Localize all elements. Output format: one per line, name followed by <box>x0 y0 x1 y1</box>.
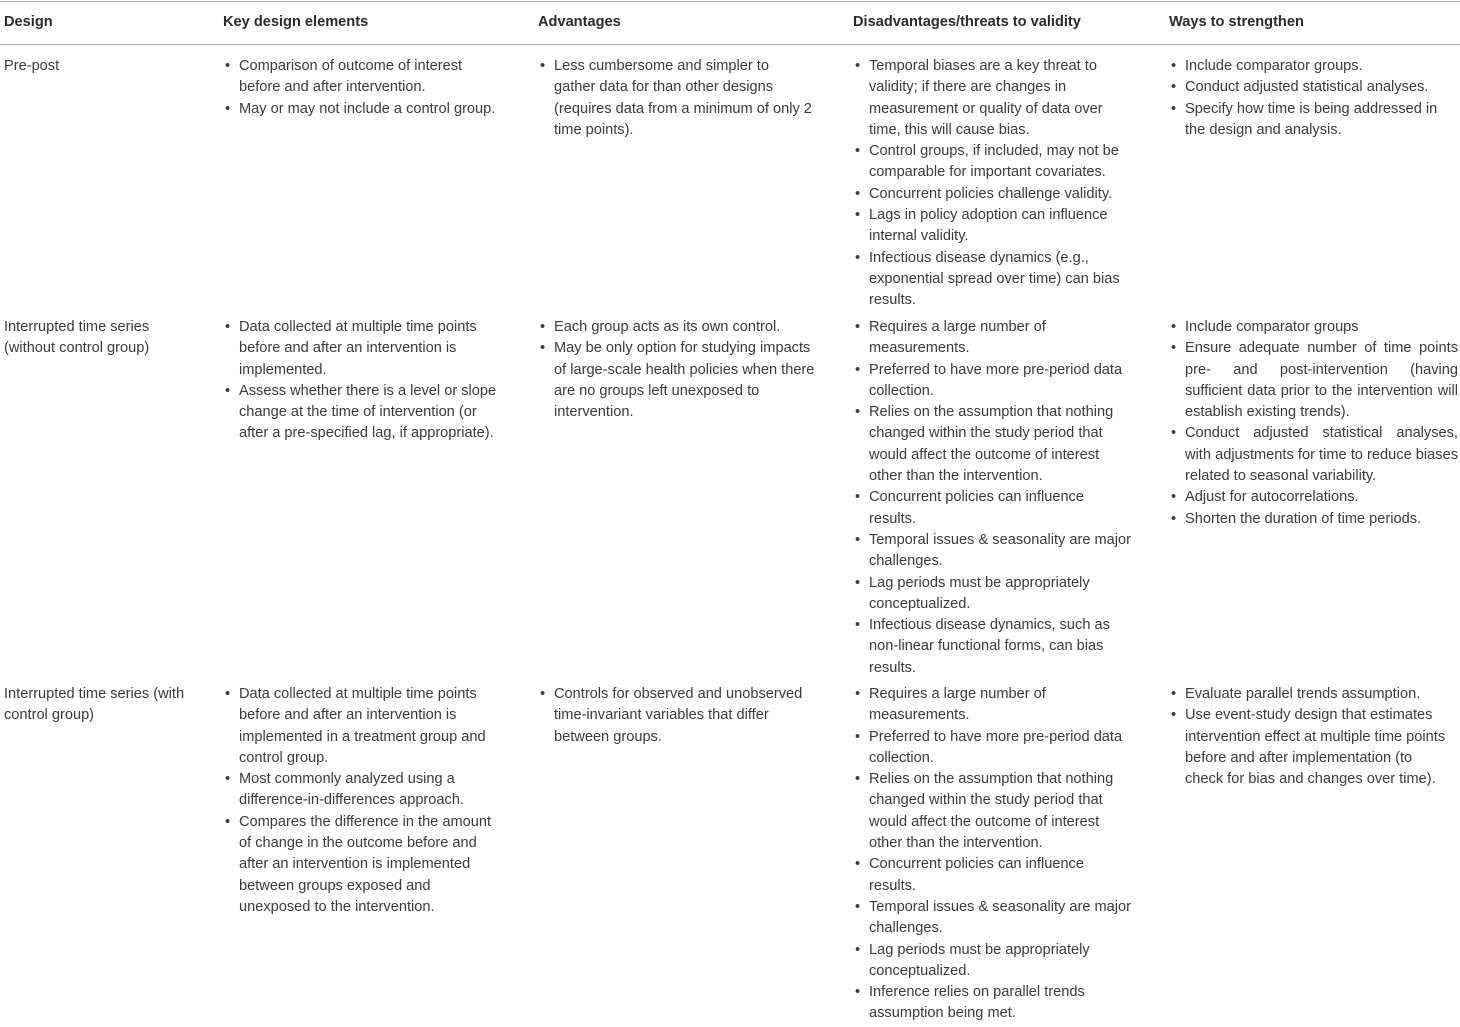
bullet-text: changed within the study period that <box>869 792 1103 809</box>
bullet-text: Temporal issues & seasonality are major <box>869 898 1131 915</box>
strengthen-list <box>1169 56 1458 141</box>
bullet-item <box>538 684 830 748</box>
bullet-text: check for bias and changes over time). <box>1185 771 1436 788</box>
bullet-text: (requires data from a minimum of only 2 <box>554 100 812 117</box>
bullet-text: Shorten the duration of time periods. <box>1185 510 1422 527</box>
advantages-list <box>538 56 830 141</box>
bullet-text: time, this will cause bias. <box>869 121 1030 138</box>
bullet-text: conceptualized. <box>869 962 971 979</box>
design-label-line: Interrupted time series (with <box>4 686 185 702</box>
bullet-text: Control groups, if included, may not be <box>869 143 1119 160</box>
bullet-text: before and after implementation (to <box>1185 749 1413 766</box>
bullet-text: Less cumbersome and simpler to <box>554 58 769 74</box>
bullet-text: measurements. <box>869 340 970 357</box>
bullet-text: Specify how time is being addressed in <box>1185 100 1438 117</box>
bullet-item <box>853 317 1153 360</box>
bullet-item <box>853 184 1153 205</box>
bullet-text: Assess whether there is a level or slope <box>239 382 497 399</box>
bullet-text: Lag periods must be appropriately <box>869 941 1090 958</box>
bullet-text: Include comparator groups. <box>1185 58 1363 74</box>
bullet-text: intervention. <box>554 404 634 421</box>
bullet-text: Infectious disease dynamics (e.g., <box>869 249 1089 266</box>
bullet-item <box>223 381 515 445</box>
bullet-item <box>538 317 830 338</box>
bullet-text: the design and analysis. <box>1185 121 1342 138</box>
bullet-item <box>1169 423 1458 487</box>
bullet-text: May be only option for studying impacts <box>554 340 811 357</box>
bullet-text: Each group acts as its own control. <box>554 319 781 335</box>
bullet-item <box>853 615 1153 679</box>
bullet-item <box>853 940 1153 983</box>
bullet-text: assumption being met. <box>869 1005 1016 1022</box>
bullet-item <box>853 897 1153 940</box>
bullet-item <box>1169 56 1458 77</box>
bullet-item <box>223 812 515 918</box>
bullet-text: Compares the difference in the amount <box>239 813 492 830</box>
bullet-text: other than the intervention. <box>869 468 1043 485</box>
bullet-text: difference-in-differences approach. <box>239 792 464 809</box>
design-label-line: Pre-post <box>4 58 60 74</box>
bullet-item <box>223 769 515 812</box>
header-key-design-elements: Key design elements <box>223 14 369 30</box>
bullet-item <box>853 769 1153 854</box>
bullet-text: Temporal issues & seasonality are major <box>869 531 1131 548</box>
bullet-text: Evaluate parallel trends assumption. <box>1185 686 1421 702</box>
bullet-item <box>223 317 515 381</box>
design-cell <box>4 56 204 77</box>
bullet-text: Requires a large number of <box>869 686 1046 702</box>
bullet-item <box>538 56 830 141</box>
bullet-item <box>223 56 515 99</box>
table-header-rule <box>0 44 1460 45</box>
bullet-text: results. <box>869 877 917 894</box>
bullet-text: Controls for observed and unobserved <box>554 686 803 702</box>
bullet-text: intervention effect at multiple time points <box>1185 728 1446 745</box>
bullet-item <box>853 141 1153 184</box>
bullet-text: other than the intervention. <box>869 835 1043 852</box>
bullet-item <box>853 530 1153 573</box>
bullet-text: Concurrent policies can influence <box>869 489 1084 506</box>
bullet-text: Comparison of outcome of interest <box>239 58 463 74</box>
bullet-item <box>1169 705 1458 790</box>
bullet-item <box>853 56 1153 141</box>
key-elements-list <box>223 56 515 120</box>
bullet-item <box>853 205 1153 248</box>
bullet-text: change at the time of intervention (or <box>239 404 477 421</box>
bullet-text: before and after an intervention is <box>239 707 457 724</box>
bullet-text: measurements. <box>869 707 970 724</box>
bullet-text: implemented in a treatment group and <box>239 728 486 745</box>
bullet-text: Conduct adjusted statistical analyses. <box>1185 79 1429 96</box>
bullet-text: of change in the outcome before and <box>239 835 477 852</box>
design-label-line: (without control group) <box>4 340 150 357</box>
bullet-text: time-invariant variables that differ <box>554 707 769 724</box>
strengthen-list <box>1169 317 1458 530</box>
bullet-item <box>853 854 1153 897</box>
bullet-text: Relies on the assumption that nothing <box>869 771 1114 788</box>
bullet-text: before and after intervention. <box>239 79 426 96</box>
design-cell <box>4 684 204 727</box>
bullet-text: would affect the outcome of interest <box>869 813 1100 830</box>
bullet-text: collection. <box>869 382 934 399</box>
bullet-text: Preferred to have more pre-period data <box>869 361 1123 378</box>
bullet-item <box>1169 77 1458 98</box>
bullet-text: validity; if there are changes in <box>869 79 1067 96</box>
bullet-item <box>223 684 515 769</box>
bullet-text: Conduct adjusted statistical analyses, with adjustments for time to reduce biases related to seasonal variability. <box>1185 425 1458 485</box>
bullet-item <box>1169 487 1458 508</box>
bullet-text: comparable for important covariates. <box>869 164 1106 181</box>
bullet-item <box>538 338 830 423</box>
bullet-item <box>1169 99 1458 142</box>
bullet-item <box>853 573 1153 616</box>
bullet-item <box>853 248 1153 312</box>
bullet-text: Ensure adequate number of time points pre- and post-intervention (having sufficient data prior to the intervention will establish existing trends). <box>1185 340 1458 421</box>
bullet-item <box>1169 684 1458 705</box>
header-design: Design <box>4 14 53 30</box>
design-label-line: Interrupted time series <box>4 319 150 335</box>
bullet-text: time points). <box>554 121 634 138</box>
bullet-text: challenges. <box>869 920 943 937</box>
bullet-item <box>1169 317 1458 338</box>
bullet-text: May or may not include a control group. <box>239 100 496 117</box>
bullet-text: gather data for than other designs <box>554 79 774 96</box>
bullet-text: would affect the outcome of interest <box>869 446 1100 463</box>
advantages-list <box>538 684 830 748</box>
bullet-item <box>1169 509 1458 530</box>
bullet-text: Adjust for autocorrelations. <box>1185 489 1359 506</box>
bullet-text: changed within the study period that <box>869 425 1103 442</box>
disadvantages-list <box>853 317 1153 679</box>
bullet-text: Include comparator groups <box>1185 319 1359 335</box>
bullet-item <box>853 727 1153 770</box>
bullet-text: conceptualized. <box>869 595 971 612</box>
advantages-list <box>538 317 830 423</box>
bullet-text: before and after an intervention is <box>239 340 457 357</box>
bullet-text: between groups. <box>554 728 662 745</box>
bullet-text: Most commonly analyzed using a <box>239 771 455 788</box>
bullet-text: unexposed to the intervention. <box>239 898 435 915</box>
table-top-rule <box>0 1 1460 2</box>
header-ways-to-strengthen: Ways to strengthen <box>1169 14 1304 30</box>
bullet-item <box>1169 338 1458 423</box>
bullet-text: Preferred to have more pre-period data <box>869 728 1123 745</box>
bullet-item <box>853 487 1153 530</box>
bullet-text: implemented. <box>239 361 327 378</box>
bullet-text: Inference relies on parallel trends <box>869 984 1085 1001</box>
strengthen-list <box>1169 684 1458 790</box>
design-label-line: control group) <box>4 707 95 724</box>
bullet-text: Requires a large number of <box>869 319 1046 335</box>
bullet-text: Concurrent policies can influence <box>869 856 1084 873</box>
bullet-text: results. <box>869 659 917 676</box>
bullet-text: Data collected at multiple time points <box>239 319 477 335</box>
bullet-text: results. <box>869 292 917 309</box>
key-elements-list <box>223 317 515 445</box>
bullet-item <box>853 982 1153 1025</box>
bullet-text: Infectious disease dynamics, such as <box>869 617 1110 634</box>
design-cell <box>4 317 204 360</box>
bullet-item <box>853 402 1153 487</box>
bullet-text: Concurrent policies challenge validity. <box>869 185 1113 202</box>
bullet-text: challenges. <box>869 553 943 570</box>
bullet-text: are no groups left unexposed to <box>554 382 760 399</box>
bullet-text: measurement or quality of data over <box>869 100 1103 117</box>
header-disadvantages: Disadvantages/threats to validity <box>853 14 1081 30</box>
bullet-text: exponential spread over time) can bias <box>869 270 1120 287</box>
bullet-text: between groups exposed and <box>239 877 431 894</box>
key-elements-list <box>223 684 515 918</box>
bullet-text: control group. <box>239 749 329 766</box>
bullet-item <box>853 360 1153 403</box>
bullet-item <box>853 684 1153 727</box>
bullet-text: after an intervention is implemented <box>239 856 471 873</box>
bullet-item <box>223 99 515 120</box>
bullet-text: Use event-study design that estimates <box>1185 707 1433 724</box>
bullet-text: of large-scale health policies when there <box>554 361 815 378</box>
disadvantages-list <box>853 56 1153 312</box>
bullet-text: after a pre-specified lag, if appropriate). <box>239 425 494 442</box>
disadvantages-list <box>853 684 1153 1025</box>
bullet-text: collection. <box>869 749 934 766</box>
bullet-text: Data collected at multiple time points <box>239 686 477 702</box>
bullet-text: Relies on the assumption that nothing <box>869 404 1114 421</box>
bullet-text: results. <box>869 510 917 527</box>
bullet-text: Lags in policy adoption can influence <box>869 207 1108 224</box>
bullet-text: non-linear functional forms, can bias <box>869 638 1104 655</box>
bullet-text: Temporal biases are a key threat to <box>869 58 1097 74</box>
bullet-text: Lag periods must be appropriately <box>869 574 1090 591</box>
header-advantages: Advantages <box>538 14 621 30</box>
bullet-text: internal validity. <box>869 228 969 245</box>
